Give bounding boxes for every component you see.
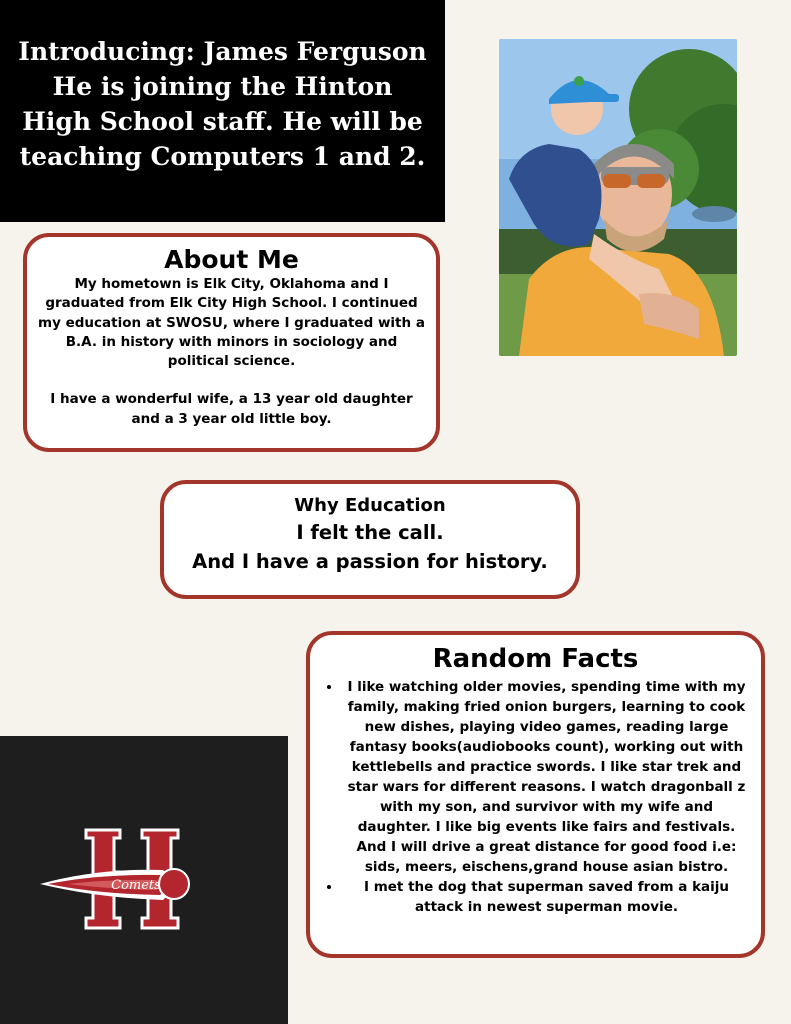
hinton-comets-logo	[38, 828, 203, 940]
list-item: • I met the dog that superman saved from a kaiju attack in newest superman movie.	[342, 877, 751, 917]
intro-line: teaching Computers 1 and 2.	[19, 142, 426, 171]
intro-heading	[13, 34, 433, 174]
random-facts-title: Random Facts	[432, 644, 639, 674]
list-item: • I like watching older movies, spending time with my family, making fried onion burgers, learning to cook new dishes, playing video games, reading large fantasy books(audiobooks count), working out with kettlebells and practice swords. I like star trek and star wars for different reasons. I watch dragonball z with my son, and survivor with my wife and daughter. I like big events like fairs and festivals. And I will drive a great distance for good food i.e: sids, meers, eischens,grand house asian bistro.	[342, 677, 751, 877]
why-education-card	[160, 480, 580, 599]
intro-line: He is joining the Hinton	[52, 72, 393, 101]
about-me-family-paragraph: I have a wonderful wife, a 13 year old daughter and a 3 year old little boy.	[50, 391, 413, 427]
why-education-line: I felt the call.	[296, 521, 444, 544]
about-me-title: About Me	[164, 245, 299, 274]
random-facts-list	[320, 677, 751, 917]
comets-h-logo-icon	[38, 828, 203, 936]
intro-banner	[0, 0, 445, 222]
why-education-title: Why Education	[294, 495, 446, 516]
intro-line: High School staff. He will be	[22, 107, 423, 136]
about-me-card	[23, 233, 440, 452]
intro-line: Introducing: James Ferguson	[18, 37, 427, 66]
why-education-line: And I have a passion for history.	[192, 550, 548, 573]
teacher-photo	[499, 39, 737, 356]
logo-script-text: Comets	[111, 878, 161, 893]
about-me-paragraph: My hometown is Elk City, Oklahoma and I graduated from Elk City High School. I continued my education at SWOSU, where I graduated with a B.A. in history with minors in sociology and political science.	[38, 276, 425, 370]
photo-illustration	[499, 39, 737, 356]
random-facts-card	[306, 631, 765, 958]
